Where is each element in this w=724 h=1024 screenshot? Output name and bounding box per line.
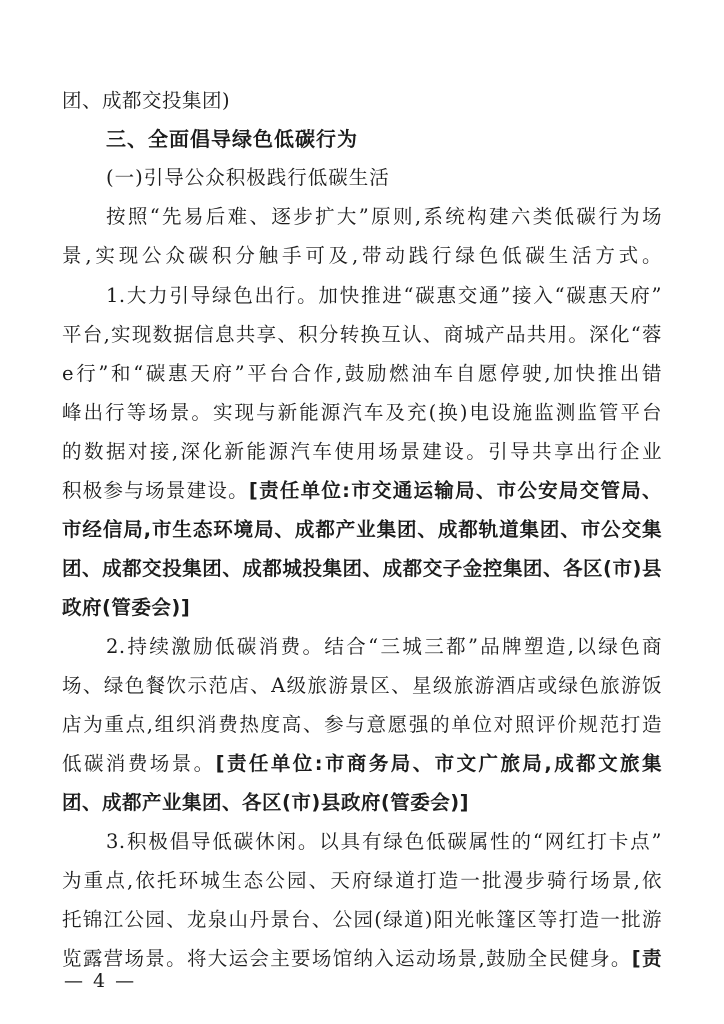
text-segment: 览露营场景。将大运会主要场馆纳入运动场景,鼓励全民健身。: [62, 947, 632, 970]
responsibility-note-line: [62, 556, 662, 582]
paragraph-line: [62, 478, 662, 504]
paragraph-line: 1.大力引导绿色出行。加快推进“碳惠交通”接入“碳惠天府”: [106, 284, 662, 307]
responsibility-note-line: [62, 595, 662, 621]
responsibility-note-line: [62, 790, 662, 816]
responsibility-note: 政府(管委会)]: [62, 596, 191, 619]
text-segment: 低碳消费场景。: [62, 752, 216, 775]
section-heading: 三、全面倡导绿色低碳行为: [106, 127, 358, 151]
responsibility-note: [责任单位:市商务局、市文广旅局,成都文旅集: [215, 752, 662, 775]
responsibility-note-line: [62, 517, 662, 543]
subsection-heading: (一)引导公众积极践行低碳生活: [106, 166, 390, 189]
paragraph-line: [62, 751, 662, 777]
paragraph-line: [62, 946, 662, 972]
paragraph-line: 平台,实现数据信息共享、积分转换互认、商城产品共用。深化“蓉: [62, 323, 662, 346]
paragraph-line: 店为重点,组织消费热度高、参与意愿强的单位对照评价规范打造: [62, 713, 662, 736]
paragraph-line: 为重点,依托环城生态公园、天府绿道打造一批漫步骑行场景,依: [62, 869, 662, 892]
text-segment: 积极参与场景建设。: [62, 479, 249, 502]
text-line-continuation: 团、成都交投集团): [62, 89, 231, 112]
paragraph-line: 托锦江公园、龙泉山丹景台、公园(绿道)阳光帐篷区等打造一批游: [62, 908, 662, 931]
paragraph-line: 2.持续激励低碳消费。结合“三城三都”品牌塑造,以绿色商: [106, 635, 662, 658]
responsibility-note: [责任单位:市交通运输局、市公安局交管局、: [248, 479, 662, 502]
responsibility-note: 团、成都交投集团、成都城投集团、成都交子金控集团、各区(市)县: [62, 557, 662, 580]
paragraph-line: 景,实现公众碳积分触手可及,带动践行绿色低碳生活方式。: [62, 244, 662, 267]
responsibility-note: 市经信局,市生态环境局、成都产业集团、成都轨道集团、市公交集: [62, 518, 662, 541]
paragraph-line: 场、绿色餐饮示范店、A级旅游景区、星级旅游酒店或绿色旅游饭: [62, 674, 662, 697]
paragraph-line: 峰出行等场景。实现与新能源汽车及充(换)电设施监测监管平台: [62, 401, 662, 424]
responsibility-note: [责: [631, 947, 663, 970]
page-number: — 4 —: [64, 970, 137, 992]
paragraph-line: 的数据对接,深化新能源汽车使用场景建设。引导共享出行企业: [62, 440, 662, 463]
responsibility-note: 团、成都产业集团、各区(市)县政府(管委会)]: [62, 791, 470, 814]
paragraph-line: e行”和“碳惠天府”平台合作,鼓励燃油车自愿停驶,加快推出错: [62, 362, 662, 385]
paragraph-line: 按照“先易后难、逐步扩大”原则,系统构建六类低碳行为场: [106, 205, 662, 228]
paragraph-line: 3.积极倡导低碳休闲。以具有绿色低碳属性的“网红打卡点”: [106, 830, 662, 853]
